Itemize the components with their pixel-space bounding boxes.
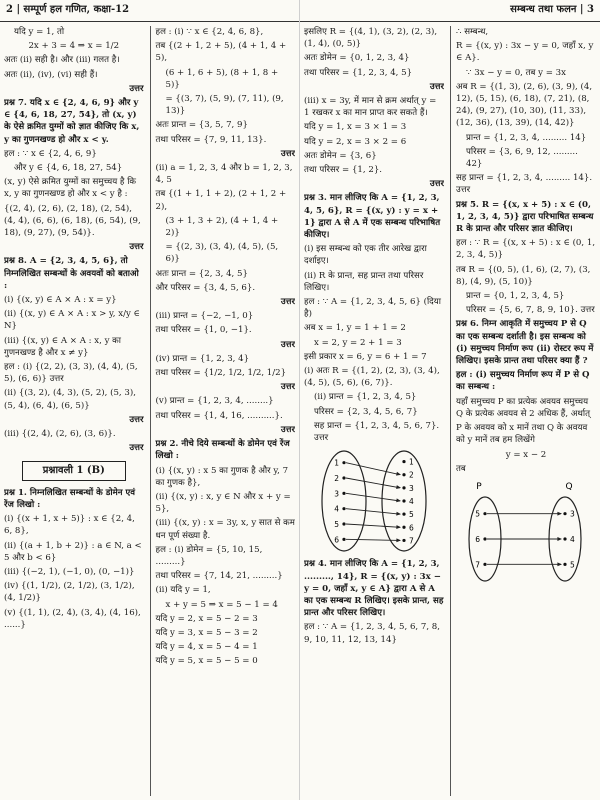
answer-label: उत्तर xyxy=(280,382,295,393)
text-line: यदि y = 2, x = 5 − 2 = 3 xyxy=(155,613,258,624)
text-line: तथा परिसर = {1, 4, 16, ..........}. xyxy=(155,410,283,421)
text-line: तथा परिसर = {7, 9, 11, 13}. xyxy=(155,134,267,145)
text-line: = {(3, 7), (5, 9), (7, 11), (9, 13)} xyxy=(165,94,284,117)
q3-left-node-label: 1 xyxy=(334,458,339,468)
text-line: (ii) {(a + 1, b + 2)} : a ∈ N, a < 5 और b < 6} xyxy=(4,540,142,563)
q3-right-node-label: 4 xyxy=(409,497,414,507)
arrow-diagram-q3-marks xyxy=(334,458,414,546)
exercise-question-1: प्रश्न 1. निम्नलिखित सम्बन्धों के डोमेन एवं रेंज लिखो : xyxy=(4,487,136,510)
text-line: (iii) x = 3y, में मान से क्रम अर्थात् y = 1 रखकर x का मान प्राप्त कर सकते हैं। xyxy=(304,96,437,119)
q3-right-dot xyxy=(402,539,405,542)
q3-left-node-label: 6 xyxy=(334,535,339,545)
q3-left-dot xyxy=(342,538,345,541)
text-line: (3 + 1, 3 + 2), (4 + 1, 4 + 2)} xyxy=(165,215,279,239)
answer-label: उत्तर xyxy=(429,81,444,92)
question-5: प्रश्न 5. R = {(x, x + 5) : x ∈ (0, 1, 2, 3, 4, 5)} द्वारा परिभाषित सम्बन्ध R के प्रान्त और परिसर ज्ञात कीजिए। xyxy=(456,199,594,235)
q3-right-dot xyxy=(402,473,405,476)
q3-right-node-label: 1 xyxy=(409,457,414,467)
text-line: सह प्रान्त = {1, 2, 3, 4, ......... 14}. उत्तर xyxy=(456,173,593,196)
text-line: और परिसर = {3, 4, 5, 6}. xyxy=(155,282,256,293)
q3-arrow-head xyxy=(396,485,401,489)
q3-right-node-label: 2 xyxy=(409,471,414,481)
text-line: तथा परिसर = {1, 2}. xyxy=(304,165,383,176)
answer-label: उत्तर xyxy=(129,242,144,253)
text-line: इसलिए R = {(4, 1), (3, 2), (2, 3), (1, 4), (0, 5)} xyxy=(304,27,438,50)
text-line: यदि y = 3, x = 5 − 3 = 2 xyxy=(155,627,258,638)
set-p-label: P xyxy=(476,481,482,492)
text-line: अतः प्रान्त = {2, 3, 4, 5} xyxy=(155,268,248,279)
text-line: (6 + 1, 6 + 5), (8 + 1, 8 + 5)} xyxy=(165,67,279,90)
answer-label: उत्तर xyxy=(280,148,295,159)
text-line: (ii) {(x, y) : x, y ∈ N और x + y = 5}, xyxy=(155,491,291,515)
text-line: तथा परिसर = {1/2, 1/2, 1/2, 1/2} xyxy=(155,368,287,379)
answer-label: उत्तर xyxy=(280,339,295,350)
text-line: R = {(x, y) : 3x − y = 0, जहाँ x, y ∈ A}. xyxy=(456,41,594,64)
question-4: प्रश्न 4. मान लीजिए कि A = {1, 2, 3, ........., 14}, R = {(x, y) : 3x − y = 0, जहाँ x, y ∈ A} द्वारा A से A का एक सम्बन्ध R लिखिए। इसके प्रान्त, सह प्रान्त और परिसर लिखिए। xyxy=(304,559,444,619)
text-line: (v) प्रान्त = {1, 2, 3, 4, ........} xyxy=(155,396,274,407)
text-line: तथा परिसर = {1, 0, −1}. xyxy=(155,325,252,336)
q3-arrow-line xyxy=(346,509,400,514)
text-line: (iv) {(1, 1/2), (2, 1/2), (3, 1/2), (4, 1/2)} xyxy=(4,581,135,604)
text-line: (ii) a = 1, 2, 3, 4 और b = 1, 2, 3, 4, 5 xyxy=(155,163,293,186)
text-line: x = 2, y = 2 + 1 = 3 xyxy=(314,337,402,348)
right-column-2 xyxy=(450,26,596,796)
q3-right-dot xyxy=(402,513,405,516)
text-line: प्रान्त = {0, 1, 2, 3, 4, 5} xyxy=(466,291,565,302)
right-page xyxy=(300,0,600,800)
text-line: हल : (i) डोमेन = {5, 10, 15, .........} xyxy=(155,544,263,567)
text-line: (i) {(x + 1, x + 5)} : x ∈ {2, 4, 6, 8}, xyxy=(4,514,135,537)
right-column-1 xyxy=(304,26,444,796)
text-line: तथा परिसर = {1, 2, 3, 4, 5} xyxy=(304,67,413,78)
text-line: (ii) प्रान्त = {1, 2, 3, 4, 5} xyxy=(314,392,417,403)
q3-right-dot xyxy=(402,526,405,529)
text-line: परिसर = {5, 6, 7, 8, 9, 10}. उत्तर xyxy=(466,305,595,316)
text-line: (ii) {(3, 2), (4, 3), (5, 2), (5, 3), (5, 4), (6, 4), (6, 5)} xyxy=(4,388,136,411)
q3-right-dot xyxy=(402,487,405,490)
q3-right-dot xyxy=(402,500,405,503)
q3-arrow-line xyxy=(346,524,400,527)
q3-arrow-line xyxy=(346,540,400,541)
q6-left-dot xyxy=(483,537,486,540)
text-line: हल : ∵ R = {(x, x + 5) : x ∈ (0, 1, 2, 3, 4, 5)} xyxy=(456,238,596,261)
text-line: (i) अतः R = {(1, 2), (2, 3), (3, 4), (4, 5), (5, 6), (6, 7)}. xyxy=(304,366,440,389)
text-line: इसी प्रकार x = 6, y = 6 + 1 = 7 xyxy=(304,351,427,362)
text-line: (i) इस सम्बन्ध को एक तीर आरेख द्वारा दर्शाइए। xyxy=(304,244,427,267)
left-column-1 xyxy=(4,26,144,796)
q3-right-node-label: 7 xyxy=(409,536,414,546)
q3-arrow-head xyxy=(396,499,401,503)
text-line: (iii) {(2, 4), (2, 6), (3, 6)}. xyxy=(4,429,116,440)
text-line: अब R = {(1, 3), (2, 6), (3, 9), (4, 12), (5, 15), (6, 18), (7, 21), (8, 24), (9, 27), (10, 30), (11, 33), (12, 36), (13, 39), (14, 42)} xyxy=(456,81,593,129)
text-line: अतः प्रान्त = {3, 5, 7, 9} xyxy=(155,120,248,131)
text-line: हल : ∵ A = {1, 2, 3, 4, 5, 6, 7, 8, 9, 10, 11, 12, 13, 14} xyxy=(304,622,441,645)
q6-right-node-label: 5 xyxy=(570,560,575,570)
text-line: हल : (i) {(2, 2), (3, 3), (4, 4), (5, 5), (6, 6)} उत्तर xyxy=(4,362,138,385)
q3-arrow-head xyxy=(396,525,401,529)
text-line: तब {(1 + 1, 1 + 2), (2 + 1, 2 + 2), xyxy=(155,189,287,212)
q3-right-node-label: 5 xyxy=(409,510,414,520)
text-line: यदि y = 4, x = 5 − 4 = 1 xyxy=(155,642,258,653)
answer-label: उत्तर xyxy=(129,414,144,425)
text-line: P के अवयव को x मानें तथा Q के अवयव को y मानें तब हम लिखेंगे xyxy=(456,423,588,446)
text-line: = {(2, 3), (3, 4), (4, 5), (5, 6)} xyxy=(165,242,279,265)
text-line: यदि y = 1, तो xyxy=(14,27,65,37)
text-line: यदि y = 5, x = 5 − 5 = 0 xyxy=(155,656,258,667)
text-line: हल : ∵ x ∈ {2, 4, 6, 9} xyxy=(4,148,97,159)
answer-label: उत्तर xyxy=(429,179,444,190)
text-line: प्रान्त = {1, 2, 3, 4, ......... 14} xyxy=(466,132,587,143)
q3-arrow-head xyxy=(396,539,401,543)
text-line: तब {(2 + 1, 2 + 5), (4 + 1, 4 + 5), xyxy=(155,41,287,64)
text-line: तब R = {(0, 5), (1, 6), (2, 7), (3, 8), (4, 9), (5, 10)} xyxy=(456,264,591,287)
q3-left-dot xyxy=(342,507,345,510)
q6-right-dot xyxy=(563,512,566,515)
text-line: हल : (i) ∵ x ∈ {2, 4, 6, 8}, xyxy=(155,27,264,37)
q6-right-node-label: 3 xyxy=(570,509,575,519)
arrow-diagram-q3 xyxy=(304,447,444,555)
q6-left-node-label: 7 xyxy=(475,560,480,570)
text-line: (i) {(x, y) : x 5 का गुणक है और y, 7 का गुणक है}, xyxy=(155,465,289,488)
arrow-diagram-q6 xyxy=(461,477,591,587)
text-line: परिसर = {3, 6, 9, 12, ......... 42} xyxy=(466,146,578,170)
text-line: (iii) {(x, y) ∈ A × A : x, y का गुणनखण्ड है और x ≠ y} xyxy=(4,335,122,358)
q6-left-node-label: 5 xyxy=(475,509,480,519)
text-line: अतः (ii) सही है। और (iii) गलत है। xyxy=(4,55,120,66)
text-line: हल : (i) समुच्चय निर्माण रूप में P से Q का सम्बन्ध : xyxy=(456,370,590,393)
text-line: हल : ∵ A = {1, 2, 3, 4, 5, 6} (दिया है) xyxy=(304,297,441,320)
text-line: (ii) यदि y = 1, xyxy=(155,585,211,596)
left-page-header: 2 | सम्पूर्ण हल गणित, कक्षा-12 xyxy=(0,0,299,22)
text-line: सह प्रान्त = {1, 2, 3, 4, 5, 6, 7}. उत्तर xyxy=(314,420,440,444)
text-line: यहाँ समुच्चय P का प्रत्येक अवयव समुच्चय Q के प्रत्येक अवयव से 2 अधिक हैं, अर्थात् xyxy=(456,396,591,419)
text-line: (ii) R के प्रान्त, सह प्रान्त तथा परिसर लिखिए। xyxy=(304,270,424,293)
q6-left-node-label: 6 xyxy=(475,534,480,544)
equation: 2x + 3 = 4 ⇒ x = 1/2 xyxy=(28,41,120,52)
q6-arrow-head xyxy=(557,537,562,541)
answer-label: उत्तर xyxy=(280,424,295,435)
question-3: प्रश्न 3. मान लीजिए कि A = {1, 2, 3, 4, 5, 6}, R = {(x, y) : y = x + 1} द्वारा A से A में एक सम्बन्ध परिभाषित कीजिए। xyxy=(304,193,441,241)
text-line: (iv) प्रान्त = {1, 2, 3, 4} xyxy=(155,353,250,364)
left-column-2 xyxy=(150,26,296,796)
q6-left-dot xyxy=(483,563,486,566)
answer-label: उत्तर xyxy=(129,443,144,454)
q6-right-dot xyxy=(563,563,566,566)
q3-left-node-label: 2 xyxy=(334,474,339,484)
text-line: अतः डोमेन = {0, 1, 2, 3, 4} xyxy=(304,53,410,64)
equation: y = x − 2 xyxy=(505,449,547,460)
text-line: (ii) {(x, y) ∈ A × A : x > y, x/y ∈ N} xyxy=(4,309,140,332)
set-q-label: Q xyxy=(565,481,573,492)
arrow-diagram-q6-marks xyxy=(475,510,575,570)
right-page-header: सम्बन्ध तथा फलन | 3 xyxy=(300,0,600,22)
q3-left-dot xyxy=(342,492,345,495)
question-8: प्रश्न 8. A = {2, 3, 4, 5, 6}, तो निम्नलिखित सम्बन्धों के अवयवों को बताओ : xyxy=(4,256,139,291)
text-line: (v) {(1, 1), (2, 4), (3, 4), (4, 16), ......} xyxy=(4,607,141,630)
text-line: परिसर = {2, 3, 4, 5, 6, 7} xyxy=(314,406,418,417)
q3-left-dot xyxy=(342,461,345,464)
q6-arrow-head xyxy=(557,512,562,516)
answer-label: उत्तर xyxy=(280,297,295,308)
q6-left-dot xyxy=(483,512,486,515)
text-line: तथा परिसर = {7, 14, 21, .........} xyxy=(155,571,283,582)
text-line: तब xyxy=(456,463,466,474)
q3-arrow-line xyxy=(346,494,400,502)
text-line: (x, y) ऐसे क्रमित युग्मों का समुच्चय है कि x, y का गुणनखण्ड हो और x < y है : xyxy=(4,177,137,200)
exercise-heading-box: प्रश्नावली 1 (B) xyxy=(22,461,126,481)
text-line: x + y = 5 ⇒ x = 5 − 1 = 4 xyxy=(165,599,278,610)
text-line: यदि y = 1, x = 3 × 1 = 3 xyxy=(304,122,407,133)
q3-right-dot xyxy=(402,460,405,463)
text-line: ∵ 3x − y = 0, तब y = 3x xyxy=(466,67,566,78)
q3-arrow-line xyxy=(346,478,400,488)
q3-left-dot xyxy=(342,523,345,526)
text-line: (iii) प्रान्त = {−2, −1, 0} xyxy=(155,311,254,322)
text-line: (i) {(x, y) ∈ A × A : x = y} xyxy=(4,295,117,306)
q3-arrow-line xyxy=(346,463,400,475)
q6-right-dot xyxy=(563,537,566,540)
text-line: ∴ सम्बन्ध, xyxy=(456,27,489,37)
q3-left-node-label: 4 xyxy=(334,504,339,514)
text-line: (iii) {(x, y) : x = 3y, x, y सात से कम धन पूर्ण संख्या है. xyxy=(155,518,295,541)
question-6: प्रश्न 6. निम्न आकृति में समुच्चय P से Q का एक सम्बन्ध दर्शाती है। इस सम्बन्ध को (i) समुच्चय निर्माण रूप (ii) रोस्टर रूप में लिखिए। इसके प्रान्त तथा परिसर क्या हैं ? xyxy=(456,319,594,367)
question-7: प्रश्न 7. यदि x ∈ {2, 4, 6, 9} और y ∈ {4, 6, 18, 27, 54}, तो (x, y) के ऐसे क्रमित युग्मों को ज्ञात कीजिए कि x, y का गुणनखण्ड हो और x < y. xyxy=(4,98,140,145)
text-line: {(2, 4), (2, 6), (2, 18), (2, 54), (4, 4), (6, 6), (6, 18), (6, 54), (9, 18), (9, 27), (9, 54)}. xyxy=(4,203,141,239)
q3-left-node-label: 3 xyxy=(334,489,339,499)
text-line: यदि y = 2, x = 3 × 2 = 6 xyxy=(304,136,407,147)
q6-arrow-head xyxy=(557,562,562,566)
answer-label: उत्तर xyxy=(129,83,144,94)
text-line: अतः (ii), (iv), (vi) सही हैं। xyxy=(4,69,98,80)
exercise-question-2: प्रश्न 2. नीचे दिये सम्बन्धों के डोमेन एवं रेंज लिखो : xyxy=(155,439,290,462)
q3-arrow-head xyxy=(396,472,401,476)
q3-right-node-label: 3 xyxy=(409,484,414,494)
q3-arrow-head xyxy=(396,512,401,516)
text-line: अब x = 1, y = 1 + 1 = 2 xyxy=(304,323,406,334)
text-line: (iii) {(−2, 1), (−1, 0), (0, −1)} xyxy=(4,566,135,577)
text-line: और y ∈ {4, 6, 18, 27, 54} xyxy=(14,163,123,174)
text-line: अतः डोमेन = {3, 6} xyxy=(304,150,377,161)
q3-left-node-label: 5 xyxy=(334,520,339,530)
q6-right-node-label: 4 xyxy=(570,534,575,544)
q3-right-node-label: 6 xyxy=(409,523,414,533)
q3-left-dot xyxy=(342,477,345,480)
